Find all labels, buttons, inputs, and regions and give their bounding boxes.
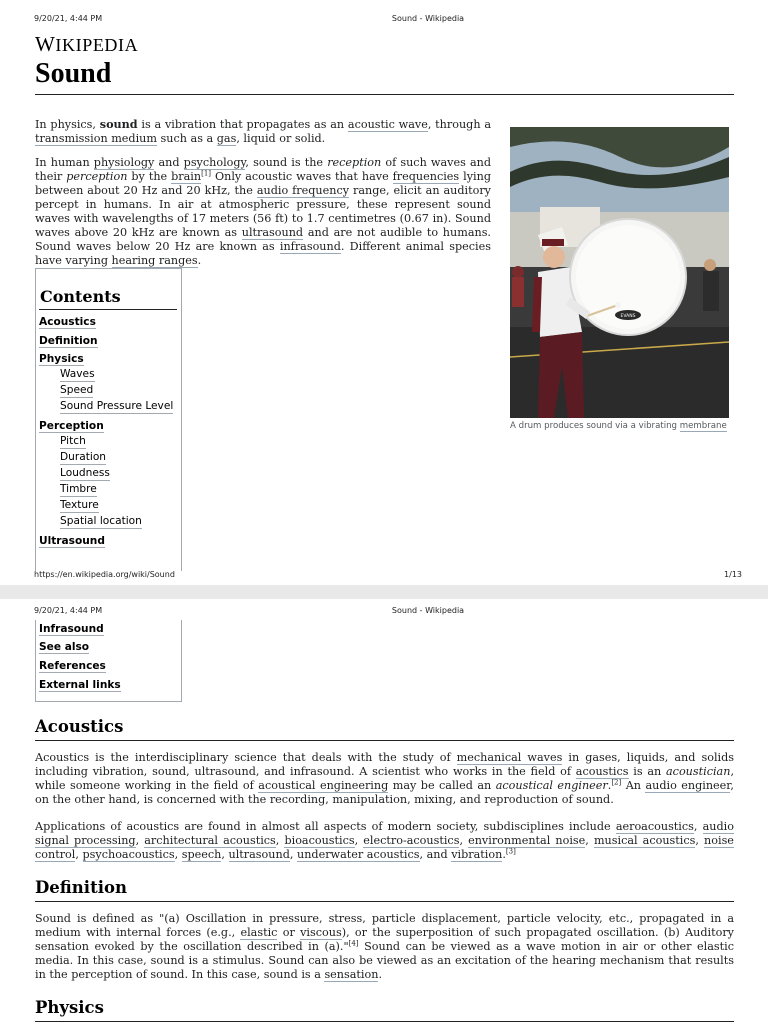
page-title: Sound [35, 58, 112, 89]
table-of-contents-continued [35, 620, 182, 702]
link-architectural-acoustics[interactable]: architectural acoustics [144, 834, 276, 847]
reference-4[interactable]: [4] [348, 939, 359, 948]
drum-photo-graphic [510, 127, 729, 418]
link-ultrasound[interactable]: ultrasound [241, 226, 304, 239]
print-header-title-page-2: Sound - Wikipedia [391, 606, 465, 615]
toc-item-duration[interactable]: Duration [60, 451, 107, 463]
reference-2[interactable]: [2] [611, 778, 622, 787]
definition-paragraph: Sound is defined as "(a) Oscillation in pressure, stress, particle displacement, particle velocity, etc., propagated in a medium with internal forces (e.g., elastic or viscous), or the superposition of such propagated oscillation. (b) Auditory sensation evoked by the oscillation described in (a)."[4] Sound can be viewed as a wave motion in air or other elastic media. In this case, sound is a stimulus. Sound can also be viewed as an excitation of the hearing mechanism that results in the perception of sound. In this case, sound is a sensation. [35, 912, 734, 981]
acoustics-paragraph-2: Applications of acoustics are found in almost all aspects of modern society, subdisciplines include aeroacoustics, audio signal processing, architectural acoustics, bioacoustics, electro-acoustics, environmental noise, musical acoustics, noise control, psychoacoustics, speech, ultrasound, underwater acoustics, and vibration.[3] [35, 820, 734, 861]
link-membrane[interactable]: membrane [679, 421, 727, 431]
section-heading-definition: Definition [35, 878, 127, 897]
toc-item-sound-pressure-level[interactable]: Sound Pressure Level [60, 400, 174, 412]
toc-item-physics[interactable]: Physics [39, 353, 84, 365]
reference-1[interactable]: [1] [201, 169, 212, 178]
link-physiology[interactable]: physiology [93, 156, 155, 169]
link-acoustical-engineering[interactable]: acoustical engineering [258, 779, 389, 792]
section-divider-physics [35, 1021, 734, 1022]
link-vibration[interactable]: vibration [451, 848, 503, 861]
reference-3[interactable]: [3] [505, 847, 516, 856]
link-viscous[interactable]: viscous [300, 926, 342, 939]
link-infrasound[interactable]: infrasound [279, 240, 341, 253]
link-speech[interactable]: speech [181, 848, 222, 861]
toc-item-timbre[interactable]: Timbre [60, 483, 97, 495]
section-divider-definition [35, 901, 734, 902]
link-psychology[interactable]: psychology [183, 156, 246, 169]
link-audio-signal-processing[interactable]: audio signal processing [35, 820, 734, 847]
print-footer-url: https://en.wikipedia.org/wiki/Sound [34, 570, 175, 579]
link-frequencies[interactable]: frequencies [392, 170, 460, 183]
page-separator [0, 585, 768, 599]
link-underwater-acoustics[interactable]: underwater acoustics [297, 848, 420, 861]
toc-item-perception[interactable]: Perception [39, 420, 104, 432]
drum-photo[interactable] [510, 127, 729, 418]
drum-brand-label: EVANS [620, 314, 636, 319]
print-header-date: 9/20/21, 4:44 PM [34, 14, 103, 23]
print-header-title: Sound - Wikipedia [391, 14, 465, 23]
section-divider-acoustics [35, 740, 734, 741]
toc-item-speed[interactable]: Speed [60, 384, 94, 396]
link-gas[interactable]: gas [216, 132, 237, 145]
toc-item-spatial-location[interactable]: Spatial location [60, 515, 142, 527]
link-audio-engineer[interactable]: audio engineer [645, 779, 731, 792]
link-sensation[interactable]: sensation [324, 968, 379, 981]
toc-item-ultrasound[interactable]: Ultrasound [39, 535, 105, 547]
toc-item-definition[interactable]: Definition [39, 335, 98, 347]
toc-item-see-also[interactable]: See also [39, 641, 90, 653]
toc-item-waves[interactable]: Waves [60, 368, 95, 380]
infobox-figure [510, 127, 729, 431]
link-bioacoustics[interactable]: bioacoustics [284, 834, 355, 847]
link-transmission-medium[interactable]: transmission medium [35, 132, 157, 145]
link-environmental-noise[interactable]: environmental noise [468, 834, 586, 847]
toc-item-loudness[interactable]: Loudness [60, 467, 110, 479]
wikipedia-logo[interactable]: WIKIPEDIA [35, 32, 139, 56]
link-brain[interactable]: brain [171, 170, 202, 183]
toc-title: Contents [40, 287, 121, 306]
link-musical-acoustics[interactable]: musical acoustics [593, 834, 696, 847]
table-of-contents [35, 268, 182, 571]
section-heading-acoustics: Acoustics [35, 717, 124, 736]
toc-divider [39, 309, 177, 310]
link-electro-acoustics[interactable]: electro-acoustics [363, 834, 460, 847]
print-header-date-page-2: 9/20/21, 4:44 PM [34, 606, 103, 615]
link-hearing-ranges[interactable]: hearing ranges [111, 254, 198, 267]
toc-item-pitch[interactable]: Pitch [60, 435, 86, 447]
title-divider [35, 94, 734, 95]
link-audio-frequency[interactable]: audio frequency [256, 184, 350, 197]
link-elastic[interactable]: elastic [240, 926, 278, 939]
intro-paragraph-1: In physics, sound is a vibration that propagates as an acoustic wave, through a transmission medium such as a gas, liquid or solid. [35, 117, 491, 145]
toc-item-infrasound[interactable]: Infrasound [39, 623, 104, 635]
toc-item-external-links[interactable]: External links [39, 679, 121, 691]
link-acoustics[interactable]: acoustics [575, 765, 629, 778]
figure-caption: A drum produces sound via a vibrating membrane [510, 421, 727, 431]
toc-item-texture[interactable]: Texture [60, 499, 99, 511]
link-aeroacoustics[interactable]: aeroacoustics [615, 820, 694, 833]
link-mechanical-waves[interactable]: mechanical waves [456, 751, 563, 764]
acoustics-paragraph-1: Acoustics is the interdisciplinary science that deals with the study of mechanical waves in gases, liquids, and solids including vibration, sound, ultrasound, and infrasound. A scientist who works in the field of acoustics is an acoustician, while someone working in the field of acoustical engineering may be called an acoustical engineer.[2] An audio engineer, on the other hand, is concerned with the recording, manipulation, mixing, and reproduction of sound. [35, 751, 734, 806]
toc-item-references[interactable]: References [39, 660, 106, 672]
section-heading-physics: Physics [35, 998, 104, 1017]
link-noise-control[interactable]: noise control [35, 834, 734, 861]
link-acoustic-wave[interactable]: acoustic wave [347, 118, 428, 131]
print-footer-page: 1/13 [724, 570, 742, 579]
link-psychoacoustics[interactable]: psychoacoustics [82, 848, 175, 861]
intro-paragraph-2: In human physiology and psychology, sound is the reception of such waves and their perception by the brain[1] Only acoustic waves that have frequencies lying between about 20 Hz and 20 kHz, the audio frequency range, elicit an auditory percept in humans. In air at atmospheric pressure, these represent sound waves with wavelengths of 17 meters (56 ft) to 1.7 centimetres (0.67 in). Sound waves above 20 kHz are known as ultrasound and are not audible to humans. Sound waves below 20 Hz are known as infrasound. Different animal species have varying hearing ranges. [35, 156, 492, 267]
link-ultrasound-2[interactable]: ultrasound [228, 848, 290, 861]
toc-item-acoustics[interactable]: Acoustics [39, 316, 96, 328]
